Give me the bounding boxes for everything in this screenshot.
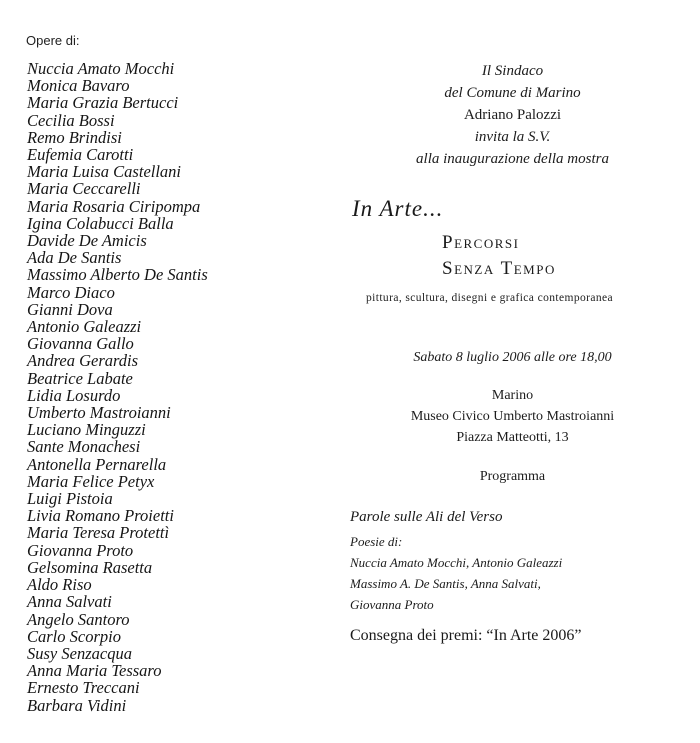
poetry-line: Giovanna Proto — [350, 597, 434, 612]
exhibition-subtitle — [442, 230, 556, 282]
artist-list — [27, 60, 208, 714]
artist-name: Luciano Minguzzi — [27, 420, 146, 440]
event-venue — [330, 385, 695, 448]
artist-name: Antonella Pernarella — [27, 454, 167, 474]
event-date: Sabato 8 luglio 2006 alle ore 18,00 — [413, 350, 612, 365]
artist-name: Maria Ceccarelli — [27, 179, 141, 199]
artist-name: Beatrice Labate — [27, 368, 133, 388]
artist-name: Igina Colabucci Balla — [27, 213, 174, 233]
artist-name: Angelo Santoro — [27, 609, 130, 629]
artist-name: Sante Monachesi — [27, 437, 141, 457]
artist-name: Eufemia Carotti — [27, 145, 134, 165]
artist-name: Marco Diaco — [27, 282, 115, 302]
artist-name: Lidia Losurdo — [27, 385, 121, 405]
invite-line: Adriano Palozzi — [463, 107, 562, 123]
program-heading: Programma — [479, 469, 546, 484]
poetry-title: Parole sulle Ali del Verso — [350, 509, 503, 525]
invite-line: del Comune di Marino — [444, 85, 581, 101]
artist-name: Anna Maria Tessaro — [27, 661, 162, 681]
works-heading: Opere di: — [26, 33, 80, 48]
artist-name: Massimo Alberto De Santis — [27, 265, 208, 285]
artist-name: Maria Felice Petyx — [27, 471, 155, 491]
awards-line: Consegna dei premi: “In Arte 2006” — [350, 627, 582, 644]
artist-name: Ernesto Treccani — [27, 678, 140, 698]
poetry-line: Nuccia Amato Mocchi, Antonio Galeazzi — [350, 555, 563, 570]
artist-name: Carlo Scorpio — [27, 626, 121, 646]
artist-name: Maria Grazia Bertucci — [27, 93, 179, 113]
artist-name: Gianni Dova — [27, 299, 113, 319]
artist-name: Monica Bavaro — [27, 76, 130, 96]
poetry-credits — [350, 531, 562, 615]
artist-name: Susy Senzacqua — [27, 643, 132, 663]
artist-name: Antonio Galeazzi — [27, 317, 142, 337]
artist-name: Giovanna Gallo — [27, 334, 134, 354]
venue-line: Marino — [491, 388, 534, 403]
artist-name: Gelsomina Rasetta — [27, 557, 153, 577]
venue-line: Piazza Matteotti, 13 — [456, 430, 569, 445]
poetry-line: Massimo A. De Santis, Anna Salvati, — [350, 576, 541, 591]
artist-name: Barbara Vidini — [27, 695, 127, 715]
artist-name: Nuccia Amato Mocchi — [27, 59, 175, 78]
venue-line: Museo Civico Umberto Mastroianni — [410, 409, 615, 424]
artist-name: Remo Brindisi — [27, 127, 122, 147]
artist-name: Livia Romano Proietti — [27, 506, 174, 526]
artist-name: Davide De Amicis — [27, 231, 147, 251]
subtitle-line: Senza Tempo — [442, 258, 556, 279]
artist-name: Luigi Pistoia — [27, 489, 113, 509]
invite-line: alla inaugurazione della mostra — [416, 151, 609, 167]
subtitle-line: Percorsi — [442, 232, 520, 253]
artist-name: Cecilia Bossi — [27, 110, 115, 130]
artist-name: Aldo Riso — [27, 575, 92, 595]
invite-line: invita la S.V. — [474, 129, 551, 145]
invitation-text — [330, 60, 695, 170]
exhibition-tagline: pittura, scultura, disegni e grafica contemporanea — [366, 292, 614, 304]
artist-name: Ada De Santis — [27, 248, 122, 268]
artist-name: Anna Salvati — [27, 592, 112, 612]
exhibition-title: In Arte... — [352, 196, 444, 221]
artist-name: Giovanna Proto — [27, 540, 134, 560]
artist-name: Maria Teresa Protettì — [27, 523, 170, 543]
poetry-line: Poesie di: — [350, 534, 403, 549]
invite-line: Il Sindaco — [481, 63, 544, 79]
artist-name: Andrea Gerardis — [27, 351, 139, 371]
artist-name: Umberto Mastroianni — [27, 403, 171, 423]
artist-name: Maria Luisa Castellani — [27, 162, 182, 182]
artist-name: Maria Rosaria Ciripompa — [27, 196, 201, 216]
